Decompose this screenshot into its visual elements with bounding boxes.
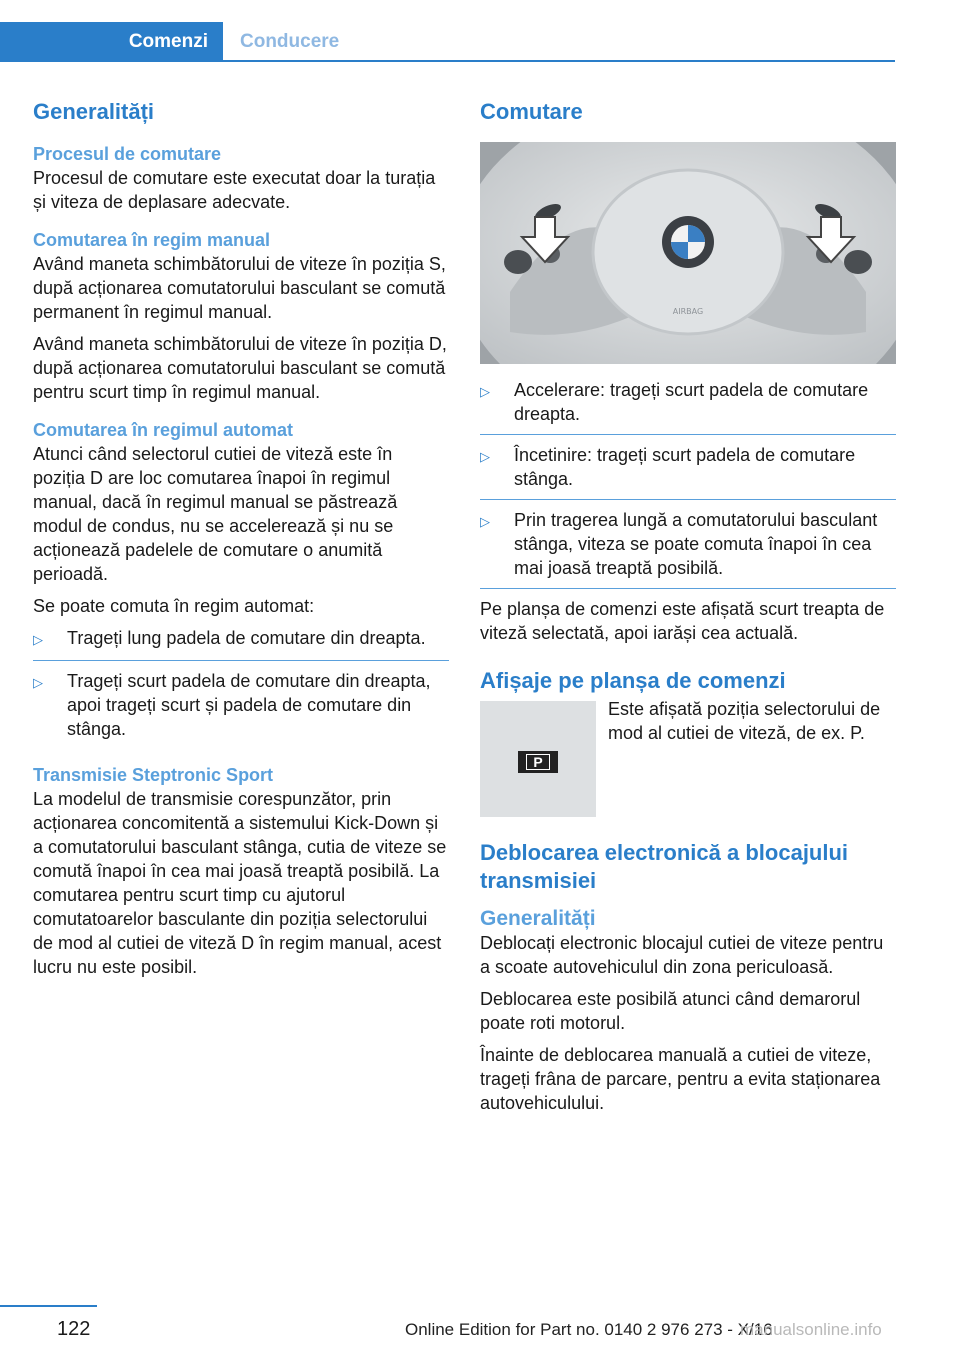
triangle-bullet-icon: ▷ <box>480 514 490 529</box>
triangle-bullet-icon: ▷ <box>33 632 43 647</box>
paragraph: Este afișată poziția selectorului de mod al cutiei de viteză, de ex. P. <box>608 699 881 743</box>
header-rule <box>0 60 895 62</box>
list-divider <box>480 588 896 589</box>
heading-generalitati: Generalități <box>480 907 596 930</box>
triangle-bullet-icon: ▷ <box>480 449 490 464</box>
list-divider <box>480 434 896 435</box>
edition-text: Online Edition for Part no. 0140 2 976 273 - X/16 <box>405 1320 773 1339</box>
steering-wheel-image <box>480 142 896 364</box>
list-item: ▷ Prin tragerea lungă a comutatorului basculant stânga, viteza se poate comuta înapoi în cea mai joasă treaptă posibilă. <box>480 510 878 578</box>
airbag-label: AIRBAG <box>672 307 704 316</box>
list-item: ▷ Trageți scurt padela de comutare din dreapta, apoi trageți scurt și padela de comutare din stânga. <box>33 671 431 739</box>
paragraph: Atunci când selectorul cutiei de viteză este în poziția D are loc comutarea înapoi în regimul manual, dacă în regimul manual se păstrează modul de condus, nu se accelerează și nu se acționează padelele de comutare o anumită perioadă. <box>33 444 398 584</box>
list-divider <box>33 660 449 661</box>
paragraph: La modelul de transmisie corespunzător, prin acționarea concomitentă a sistemului Kick-Down și a comutatorului basculant stânga, cutia de viteze se comută înapoi în cea mai joasă treaptă posibilă. La comutarea pentru scurt timp cu ajutorul comutatoarelor basculante din poziția selectorului de mod al cutiei de viteză D în regim manual, acest lucru nu este posibil. <box>33 789 447 977</box>
heading-comutarea-manual: Comutarea în regim manual <box>33 230 271 250</box>
list-item: ▷ Trageți lung padela de comutare din dreapta. <box>33 626 449 652</box>
paragraph: Deblocarea este posibilă atunci când demarorul poate roti motorul. <box>480 989 861 1033</box>
heading-deblocarea: Deblocarea electronică a blocajului transmisiei <box>480 840 849 893</box>
paragraph: Se poate comuta în regim automat: <box>33 596 315 616</box>
triangle-bullet-icon: ▷ <box>480 384 490 399</box>
paragraph: Având maneta schimbătorului de viteze în poziția S, după acționarea comutatorului basculant se comută permanent în regimul manual. <box>33 254 446 322</box>
section-title-comutare: Comutare <box>480 99 583 124</box>
display-example <box>480 697 896 817</box>
chapter-header <box>0 0 895 62</box>
paragraph: Pe planșa de comenzi este afișată scurt treapta de viteză selectată, apoi iarăși cea actuală. <box>480 599 885 643</box>
section-title-generalitati: Generalități <box>33 99 155 124</box>
bullet-list <box>33 626 449 741</box>
tab-comenzi[interactable]: Comenzi <box>0 22 223 62</box>
bullet-list <box>480 378 896 580</box>
heading-steptronic-sport: Transmisie Steptronic Sport <box>33 765 274 785</box>
paragraph: Înainte de deblocarea manuală a cutiei de viteze, trageți frâna de parcare, pentru a evita staționarea autovehiculului. <box>480 1045 881 1113</box>
paragraph: Deblocați electronic blocajul cutiei de viteze pentru a scoate autovehiculul din zona periculoasă. <box>480 933 884 977</box>
triangle-bullet-icon: ▷ <box>33 675 43 690</box>
watermark: manualsonline.info <box>740 1320 882 1339</box>
display-symbol-image <box>480 701 596 817</box>
left-column <box>33 98 449 987</box>
paragraph: Având maneta schimbătorului de viteze în poziția D, după acționarea comutatorului basculant se comută pentru scurt timp în regimul manual. <box>33 334 447 402</box>
list-item: ▷ Accelerare: trageți scurt padela de comutare dreapta. <box>480 380 869 424</box>
list-item: ▷ Încetinire: trageți scurt padela de comutare stânga. <box>480 445 856 489</box>
footer-rule <box>0 1305 97 1307</box>
heading-afisaje: Afișaje pe planșa de comenzi <box>480 668 786 693</box>
paragraph: Procesul de comutare este executat doar la turația și viteza de deplasare adecvate. <box>33 168 436 212</box>
page-number: 122 <box>57 1318 91 1340</box>
heading-procesul-de-comutare: Procesul de comutare <box>33 144 222 164</box>
tab-conducere[interactable]: Conducere <box>240 31 340 52</box>
steering-wheel-illustration <box>480 142 896 364</box>
list-divider <box>480 499 896 500</box>
right-column <box>480 98 896 1123</box>
heading-comutarea-automat: Comutarea în regimul automat <box>33 420 294 440</box>
park-indicator-icon: P <box>518 751 558 773</box>
